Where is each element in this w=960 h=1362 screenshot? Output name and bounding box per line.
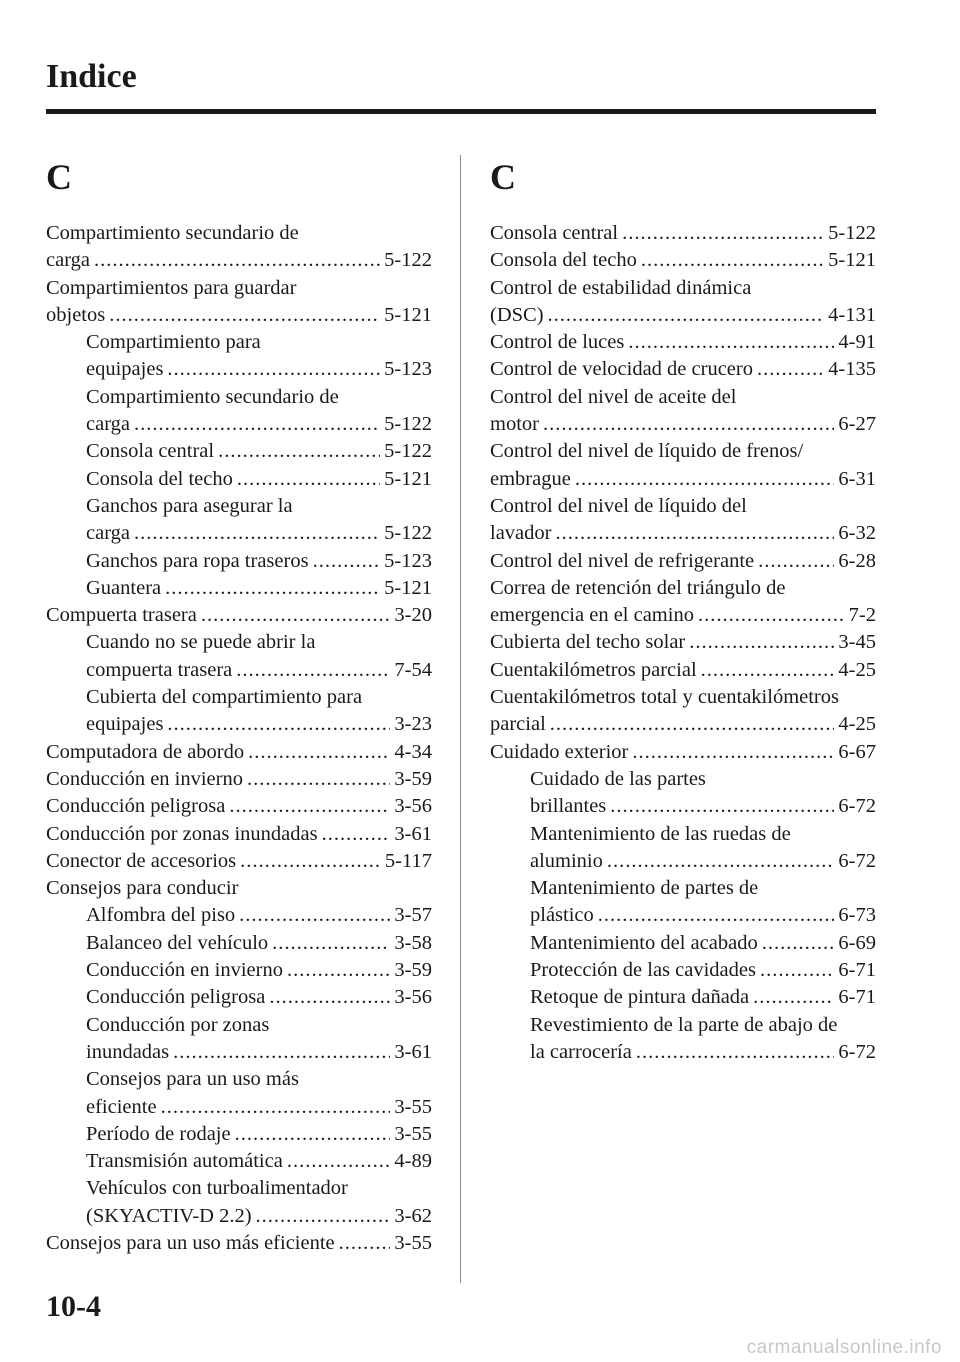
index-entry — [490, 602, 876, 629]
page-reference: 5-122 — [384, 413, 432, 436]
entry-text: (DSC) — [490, 303, 544, 326]
page-reference: 5-123 — [384, 549, 432, 572]
entry-text: Control de estabilidad dinámica — [490, 276, 752, 299]
page-reference: 4-135 — [828, 358, 876, 381]
header-rule — [46, 109, 876, 114]
index-subentry — [46, 1175, 432, 1202]
dot-leader — [550, 711, 835, 738]
page-number: 10-4 — [46, 1290, 101, 1323]
entry-text: carga — [86, 522, 131, 545]
entry-text: Mantenimiento del acabado — [530, 931, 758, 954]
page-title: Indice — [46, 58, 137, 95]
page-reference: 3-55 — [394, 1122, 432, 1145]
entry-text: Consola del techo — [490, 249, 637, 272]
dot-leader — [247, 766, 390, 793]
entry-text: Compartimiento secundario de — [46, 222, 299, 244]
index-entry — [490, 302, 876, 329]
page-reference: 3-62 — [394, 1204, 432, 1227]
page-reference: 6-71 — [838, 959, 876, 982]
dot-leader — [94, 247, 380, 274]
dot-leader — [762, 930, 835, 957]
index-subentry — [46, 493, 432, 520]
page-reference: 5-122 — [384, 440, 432, 463]
dot-leader — [760, 957, 834, 984]
page-reference: 4-91 — [838, 331, 876, 354]
dot-leader — [313, 548, 381, 575]
dot-leader — [610, 793, 834, 820]
entry-text: Cuidado exterior — [490, 740, 629, 763]
entry-text: Control del nivel de líquido de frenos/ — [490, 440, 804, 463]
entry-text: Consejos para un uso más eficiente — [46, 1231, 335, 1254]
dot-leader — [272, 930, 390, 957]
index-entry — [46, 848, 432, 875]
page-reference: 6-27 — [838, 413, 876, 436]
dot-leader — [167, 356, 380, 383]
dot-leader — [269, 984, 390, 1011]
entry-text: Ganchos para asegurar la — [86, 494, 293, 517]
index-entry — [490, 493, 876, 520]
entry-text: motor — [490, 413, 539, 436]
dot-leader — [109, 302, 380, 329]
dot-leader — [248, 739, 390, 766]
page-reference: 5-122 — [384, 249, 432, 272]
page-reference: 3-61 — [394, 822, 432, 845]
page-reference: 3-55 — [394, 1095, 432, 1118]
dot-leader — [173, 1039, 390, 1066]
index-subentry — [46, 384, 432, 411]
entry-text: embrague — [490, 467, 571, 490]
dot-leader — [237, 466, 380, 493]
entry-text: Balanceo del vehículo — [86, 931, 269, 954]
page-reference: 4-25 — [838, 713, 876, 736]
index-entry — [490, 575, 876, 602]
index-entry — [490, 739, 876, 766]
entry-text: Cubierta del techo solar — [490, 631, 686, 654]
dot-leader — [287, 1148, 391, 1175]
index-entry — [46, 275, 432, 302]
index-subentry — [46, 902, 432, 929]
index-entry — [46, 1230, 432, 1257]
entry-text: Correa de retención del triángulo de — [490, 576, 786, 599]
index-entry — [46, 793, 432, 820]
dot-leader — [339, 1230, 391, 1257]
index-subentry — [46, 1121, 432, 1148]
dot-leader — [235, 1121, 391, 1148]
entry-text: Período de rodaje — [86, 1122, 231, 1145]
page-reference: 4-34 — [394, 740, 432, 763]
entry-text: equipajes — [86, 713, 164, 736]
page-reference: 7-54 — [394, 658, 432, 681]
dot-leader — [287, 957, 390, 984]
dot-leader — [548, 302, 825, 329]
dot-leader — [256, 1203, 391, 1230]
index-entry — [490, 247, 876, 274]
dot-leader — [575, 466, 835, 493]
page-reference: 5-122 — [828, 222, 876, 244]
index-entry — [490, 411, 876, 438]
entry-text: Conducción en invierno — [46, 767, 243, 790]
index-subentry — [46, 684, 432, 711]
dot-leader — [322, 821, 391, 848]
index-subentry — [490, 957, 876, 984]
dot-leader — [607, 848, 835, 875]
index-subentry — [490, 902, 876, 929]
entry-text: plástico — [530, 904, 594, 927]
index-subentry — [46, 329, 432, 356]
entry-text: Cuentakilómetros total y cuentakilómetros — [490, 686, 839, 709]
page-reference: 3-57 — [394, 904, 432, 927]
page-reference: 3-20 — [394, 604, 432, 627]
page-reference: 6-28 — [838, 549, 876, 572]
entry-text: Consola del techo — [86, 467, 233, 490]
index-entry — [490, 629, 876, 656]
entry-text: aluminio — [530, 849, 603, 872]
entry-text: compuerta trasera — [86, 658, 233, 681]
entry-text: Control del nivel de refrigerante — [490, 549, 755, 572]
page-reference: 6-72 — [838, 1040, 876, 1063]
index-entry — [46, 875, 432, 902]
page-reference: 6-69 — [838, 931, 876, 954]
index-subentry — [46, 1203, 432, 1230]
index-entry — [46, 821, 432, 848]
index-subentry — [46, 1039, 432, 1066]
entry-text: Computadora de abordo — [46, 740, 245, 763]
entry-text: Control del nivel de líquido del — [490, 494, 747, 517]
index-subentry — [46, 411, 432, 438]
page-reference: 6-71 — [838, 986, 876, 1009]
entry-text: Mantenimiento de partes de — [530, 877, 759, 900]
index-entry — [490, 657, 876, 684]
entry-text: emergencia en el camino — [490, 604, 694, 627]
index-subentry — [490, 793, 876, 820]
entry-text: Guantera — [86, 576, 162, 599]
index-entry — [490, 548, 876, 575]
dot-leader — [239, 902, 390, 929]
index-entry — [46, 302, 432, 329]
page-reference: 5-123 — [384, 358, 432, 381]
index-subentry — [490, 821, 876, 848]
index-subentry — [46, 1148, 432, 1175]
index-entry — [490, 356, 876, 383]
index-column-right — [490, 157, 876, 1066]
index-subentry — [46, 438, 432, 465]
entry-text: inundadas — [86, 1040, 170, 1063]
page-reference: 3-56 — [394, 986, 432, 1009]
page-reference: 3-61 — [394, 1040, 432, 1063]
page-reference: 3-55 — [394, 1231, 432, 1254]
page-reference: 5-121 — [828, 249, 876, 272]
index-column-left — [46, 157, 432, 1257]
index-subentry — [46, 984, 432, 1011]
entry-text: eficiente — [86, 1095, 157, 1118]
page-reference: 3-58 — [394, 931, 432, 954]
index-subentry — [46, 711, 432, 738]
entry-text: Compartimiento secundario de — [86, 385, 339, 408]
entry-text: Revestimiento de la parte de abajo de — [530, 1013, 838, 1036]
dot-leader — [636, 1039, 835, 1066]
index-subentry — [46, 629, 432, 656]
watermark: carmanualsonline.info — [746, 1337, 942, 1358]
page-reference: 6-72 — [838, 795, 876, 818]
entry-text: Consejos para conducir — [46, 877, 239, 900]
index-subentry — [46, 930, 432, 957]
entry-text: Compartimientos para guardar — [46, 276, 297, 299]
index-entry — [46, 739, 432, 766]
index-entry — [490, 520, 876, 547]
entry-text: carga — [46, 249, 91, 272]
index-subentry — [46, 957, 432, 984]
index-entries — [490, 220, 876, 1066]
dot-leader — [161, 1094, 391, 1121]
page-reference: 6-73 — [838, 904, 876, 927]
entry-text: Conducción por zonas — [86, 1013, 270, 1036]
entry-text: equipajes — [86, 358, 164, 381]
dot-leader — [758, 548, 834, 575]
index-entry — [490, 384, 876, 411]
page-reference: 5-121 — [384, 467, 432, 490]
index-entry — [490, 329, 876, 356]
dot-leader — [218, 438, 380, 465]
entry-text: Conducción en invierno — [86, 959, 283, 982]
dot-leader — [555, 520, 834, 547]
page-reference: 6-67 — [838, 740, 876, 763]
dot-leader — [701, 657, 835, 684]
index-subentry — [490, 766, 876, 793]
index-subentry — [46, 466, 432, 493]
index-entry — [490, 438, 876, 465]
entry-text: brillantes — [530, 795, 607, 818]
index-subentry — [490, 1039, 876, 1066]
page-reference: 3-56 — [394, 795, 432, 818]
index-entry — [46, 220, 432, 247]
page-reference: 5-121 — [384, 576, 432, 599]
index-entry — [490, 684, 876, 711]
index-subentry — [46, 356, 432, 383]
page-reference: 4-131 — [828, 303, 876, 326]
page-reference: 4-25 — [838, 658, 876, 681]
page-reference: 3-45 — [838, 631, 876, 654]
index-entry — [46, 602, 432, 629]
entry-text: Conducción por zonas inundadas — [46, 822, 318, 845]
dot-leader — [632, 739, 834, 766]
entry-text: Ganchos para ropa traseros — [86, 549, 309, 572]
entry-text: Transmisión automática — [86, 1150, 283, 1173]
entry-text: Conector de accesorios — [46, 849, 237, 872]
entry-text: Alfombra del piso — [86, 904, 236, 927]
entry-text: Control del nivel de aceite del — [490, 385, 737, 408]
index-subentry — [46, 1066, 432, 1093]
dot-leader — [240, 848, 381, 875]
index-entry — [490, 275, 876, 302]
dot-leader — [598, 902, 835, 929]
index-entry — [46, 766, 432, 793]
index-subentry — [490, 848, 876, 875]
column-divider — [460, 155, 461, 1283]
entry-text: la carrocería — [530, 1040, 632, 1063]
entry-text: Cuidado de las partes — [530, 767, 706, 790]
index-subentry — [46, 657, 432, 684]
entry-text: Compuerta trasera — [46, 604, 197, 627]
dot-leader — [543, 411, 834, 438]
entry-text: (SKYACTIV-D 2.2) — [86, 1204, 252, 1227]
entry-text: Cubierta del compartimiento para — [86, 686, 363, 709]
entry-text: Compartimiento para — [86, 331, 261, 354]
entry-text: Control de luces — [490, 331, 625, 354]
index-subentry — [46, 520, 432, 547]
dot-leader — [698, 602, 845, 629]
entry-text: Consola central — [490, 222, 619, 244]
index-entry — [490, 220, 876, 247]
dot-leader — [622, 220, 824, 247]
dot-leader — [134, 411, 380, 438]
page-reference: 4-89 — [394, 1150, 432, 1173]
index-subentry — [46, 1094, 432, 1121]
page-reference: 5-121 — [384, 303, 432, 326]
dot-leader — [628, 329, 834, 356]
page-reference: 6-32 — [838, 522, 876, 545]
page-reference: 6-72 — [838, 849, 876, 872]
entry-text: objetos — [46, 303, 106, 326]
entry-text: parcial — [490, 713, 546, 736]
index-entry — [490, 466, 876, 493]
dot-leader — [165, 575, 380, 602]
dot-leader — [236, 657, 390, 684]
entry-text: Conducción peligrosa — [86, 986, 266, 1009]
dot-leader — [689, 629, 834, 656]
index-entries — [46, 220, 432, 1257]
entry-text: Cuentakilómetros parcial — [490, 658, 697, 681]
entry-text: Consejos para un uso más — [86, 1068, 299, 1091]
dot-leader — [201, 602, 391, 629]
entry-text: Retoque de pintura dañada — [530, 986, 750, 1009]
page-reference: 3-59 — [394, 959, 432, 982]
entry-text: lavador — [490, 522, 552, 545]
entry-text: Mantenimiento de las ruedas de — [530, 822, 791, 845]
page-reference: 5-122 — [384, 522, 432, 545]
entry-text: carga — [86, 413, 131, 436]
dot-leader — [134, 520, 380, 547]
index-entry — [46, 247, 432, 274]
page-reference: 5-117 — [384, 849, 432, 872]
index-subentry — [46, 548, 432, 575]
index-subentry — [490, 984, 876, 1011]
dot-leader — [753, 984, 834, 1011]
entry-text: Control de velocidad de crucero — [490, 358, 753, 381]
entry-text: Protección de las cavidades — [530, 959, 756, 982]
page-reference: 6-31 — [838, 467, 876, 490]
dot-leader — [641, 247, 824, 274]
entry-text: Consola central — [86, 440, 215, 463]
section-letter: C — [46, 157, 72, 197]
index-entry — [490, 711, 876, 738]
entry-text: Vehículos con turboalimentador — [86, 1177, 348, 1200]
entry-text: Conducción peligrosa — [46, 795, 226, 818]
index-subentry — [46, 1012, 432, 1039]
index-subentry — [490, 875, 876, 902]
section-letter: C — [490, 157, 516, 197]
dot-leader — [757, 356, 824, 383]
dot-leader — [167, 711, 390, 738]
index-subentry — [490, 930, 876, 957]
dot-leader — [229, 793, 390, 820]
entry-text: Cuando no se puede abrir la — [86, 631, 316, 654]
index-subentry — [46, 575, 432, 602]
page-reference: 3-59 — [394, 767, 432, 790]
index-subentry — [490, 1012, 876, 1039]
page-reference: 7-2 — [848, 604, 876, 627]
page-reference: 3-23 — [394, 713, 432, 736]
